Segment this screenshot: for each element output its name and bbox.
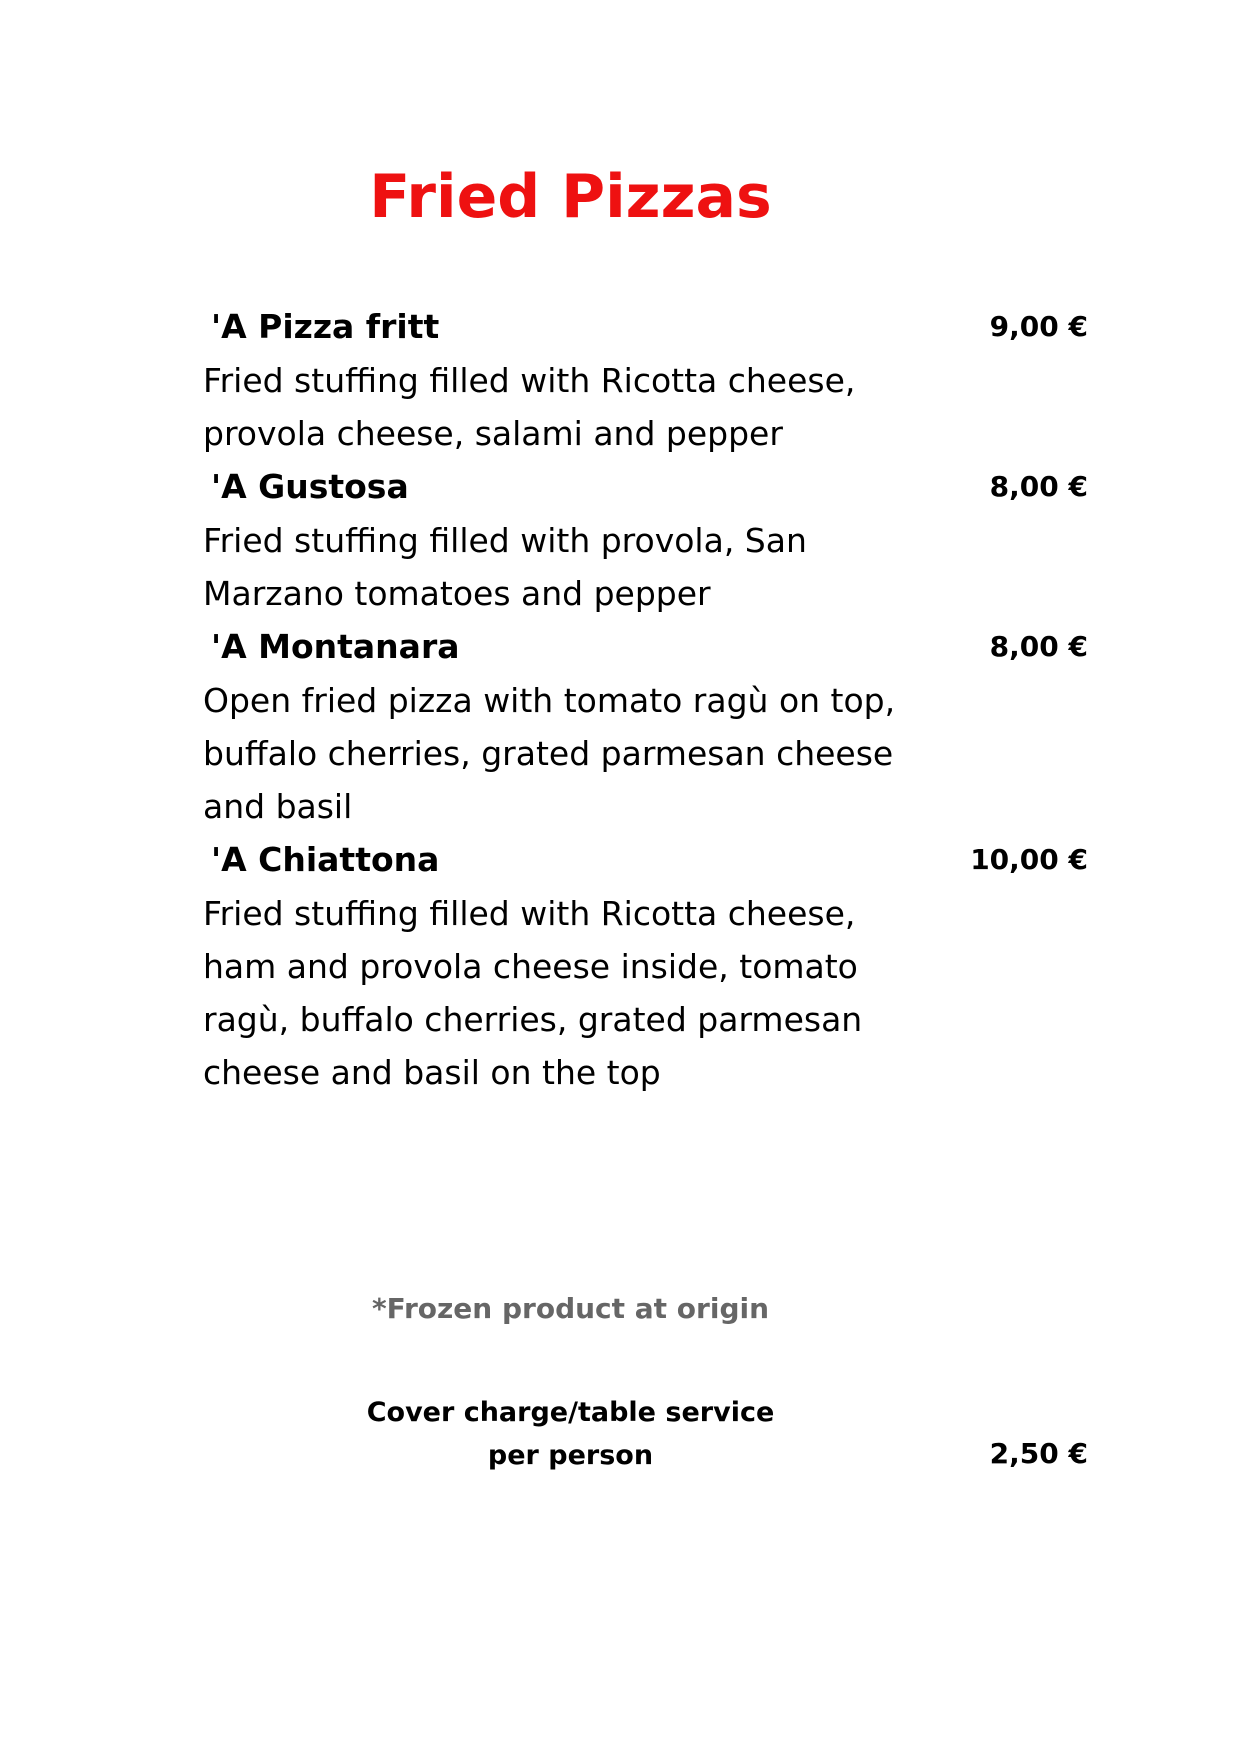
cover-charge-line-1: Cover charge/table service [366,1397,775,1428]
menu-item-price: 10,00 € [970,843,1088,876]
menu-item [203,300,1088,460]
cover-charge-price: 2,50 € [989,1437,1088,1470]
menu-item-price: 9,00 € [989,310,1088,343]
cover-charge-line-2: per person [487,1440,654,1471]
menu-item-name: 'A Chiattona [211,840,440,879]
menu-item [203,833,1088,1099]
menu-item-price: 8,00 € [989,630,1088,663]
menu-item-price: 8,00 € [989,470,1088,503]
cover-charge-label [0,1391,1141,1477]
page-title: Fried Pizzas [369,162,772,232]
frozen-product-note: *Frozen product at origin [371,1292,770,1325]
menu-item-description: Fried stuffing filled with Ricotta cheese, provola cheese, salami and pepper [203,361,856,453]
menu-item [203,460,1088,620]
menu-item-description: Fried stuffing filled with Ricotta cheese, ham and provola cheese inside, tomato ragù, buffalo cherries, grated parmesan cheese and basil on the top [203,894,863,1092]
menu-item-name: 'A Montanara [211,627,460,666]
menu-item [203,620,1088,833]
menu-item-name: 'A Pizza fritt [211,307,440,346]
menu-item-description: Fried stuffing filled with provola, San Marzano tomatoes and pepper [203,521,807,613]
menu-list [203,300,1088,1099]
menu-item-description: Open fried pizza with tomato ragù on top, buffalo cherries, grated parmesan cheese and basil [203,681,896,826]
menu-item-name: 'A Gustosa [211,467,409,506]
